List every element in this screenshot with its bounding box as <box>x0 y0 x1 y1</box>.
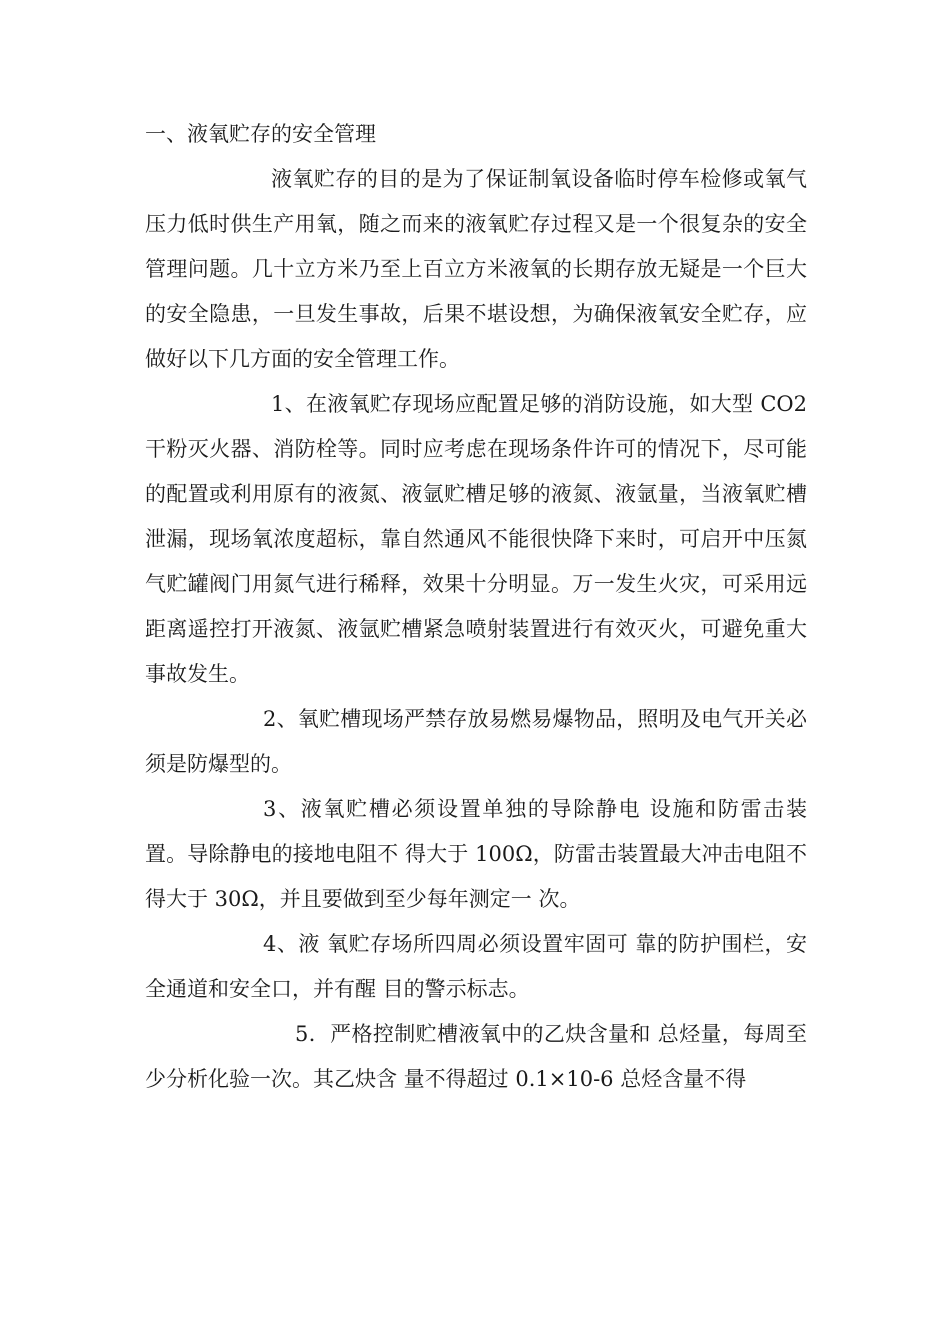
paragraph-item-1: 1、在液氧贮存现场应配置足够的消防设施，如大型 CO2 干粉灭火器、消防栓等。同时应考虑在现场条件许可的情况下，尽可能的配置或利用原有的液氮、液氩贮槽足够的液氮、液氩量，当液氧贮槽泄漏，现场氧浓度超标，靠自然通风不能很快降下来时，可启开中压氮气贮罐阀门用氮气进行稀释，效果十分明显。万一发生火灾，可采用远距离遥控打开液氮、液氩贮槽紧急喷射装置进行有效灭火，可避免重大事故发生。 <box>145 392 807 686</box>
paragraph-item-3: 3、液氧贮槽必须设置单独的导除静电 设施和防雷击装置。导除静电的接地电阻不 得大于 100Ω，防雷击装置最大冲击电阻不 得大于 30Ω，并且要做到至少每年测定一 次。 <box>145 797 807 911</box>
section-heading: 一、液氧贮存的安全管理 <box>145 122 376 146</box>
paragraph-intro: 液氧贮存的目的是为了保证制氧设备临时停车检修或氧气压力低时供生产用氧，随之而来的液氧贮存过程又是一个很复杂的安全管理问题。几十立方米乃至上百立方米液氧的长期存放无疑是一个巨大的安全隐患，一旦发生事故，后果不堪设想，为确保液氧安全贮存，应做好以下几方面的安全管理工作。 <box>145 167 807 371</box>
paragraph-item-4: 4、液 氧贮存场所四周必须设置牢固可 靠的防护围栏，安全通道和安全口，并有醒 目的警示标志。 <box>145 932 807 1001</box>
document-body <box>145 112 807 1102</box>
paragraph-item-2: 2、氧贮槽现场严禁存放易燃易爆物品，照明及电气开关必须是防爆型的。 <box>145 707 807 776</box>
paragraph-item-5: 5．严格控制贮槽液氧中的乙炔含量和 总烃量，每周至少分析化验一次。其乙炔含 量不得超过 0.1×10-6 总烃含量不得 <box>145 1022 807 1091</box>
